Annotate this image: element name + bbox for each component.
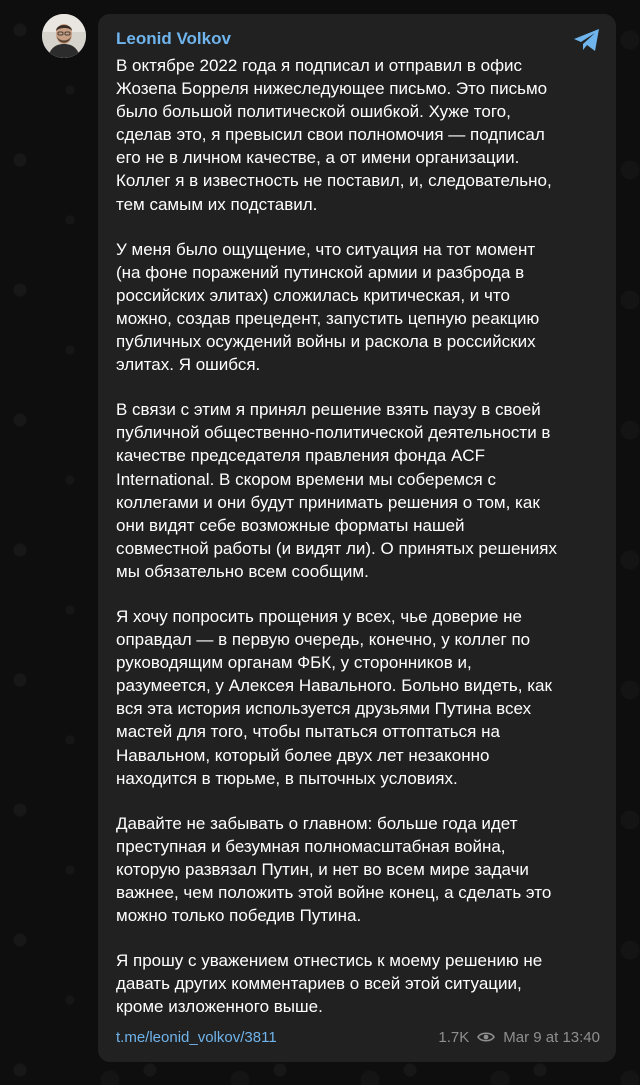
message-paragraph: В октябре 2022 года я подписал и отправил в офис Жозепа Борреля нижеследующее письмо. Это письмо было большой политической ошибкой. Хуже того, сделав это, я превысил свои полномочия — подписал его не в личном качестве, а от имени организации. Коллег я в известность не поставил, и, следовательно, тем самым их подставил. xyxy=(116,56,552,214)
timestamp: Mar 9 at 13:40 xyxy=(503,1028,600,1046)
message-paragraph: Давайте не забывать о главном: больше года идет преступная и безумная полномасштабная война, которую развязал Путин, и нет во всем мире задачи важнее, чем положить этой войне конец, а сделать это можно только победив Путина. xyxy=(116,813,552,926)
view-count: 1.7K xyxy=(438,1028,470,1046)
telegram-share-icon[interactable] xyxy=(572,26,602,54)
message-footer xyxy=(116,1026,600,1048)
eye-icon xyxy=(477,1031,495,1043)
message-paragraph: Я хочу попросить прощения у всех, чье доверие не оправдал — в первую очередь, конечно, у коллег по руководящим органам ФБК, у сторонников и, разумеется, у Алексея Навального. Больно видеть, как вся эта история используется друзьями Путина всех мастей для того, чтобы пытаться оттоптаться на Навальном, который более двух лет незаконно находится в тюрьме, в пыточных условиях. xyxy=(116,606,552,788)
avatar-image xyxy=(42,14,86,58)
post-link[interactable]: t.me/leonid_volkov/3811 xyxy=(116,1028,277,1046)
message-paragraph: В связи с этим я принял решение взять паузу в своей публичной общественно-политической деятельности в качестве председателя правления фонда ACF International. В скором времени мы соберемся с коллегами и они будут принимать решения о том, как они видят себе возможные форматы нашей совместной работы (и видят ли). О принятых решениях мы обязательно всем сообщим. xyxy=(116,400,558,581)
message-paragraph: Я прошу с уважением отнестись к моему решению не давать других комментариев о всей этой ситуации, кроме изложенного выше. xyxy=(116,951,543,1017)
message-meta xyxy=(438,1029,600,1046)
message-bubble xyxy=(98,14,616,1062)
avatar[interactable] xyxy=(42,14,86,58)
message-paragraph: У меня было ощущение, что ситуация на тот момент (на фоне поражений путинской армии и разброда в российских элитах) сложилась критическая, и что можно, создав прецедент, запустить цепную реакцию публичных осуждений войны и раскола в российских элитах. Я ошибся. xyxy=(116,239,540,375)
sender-name[interactable]: Leonid Volkov xyxy=(116,29,231,48)
